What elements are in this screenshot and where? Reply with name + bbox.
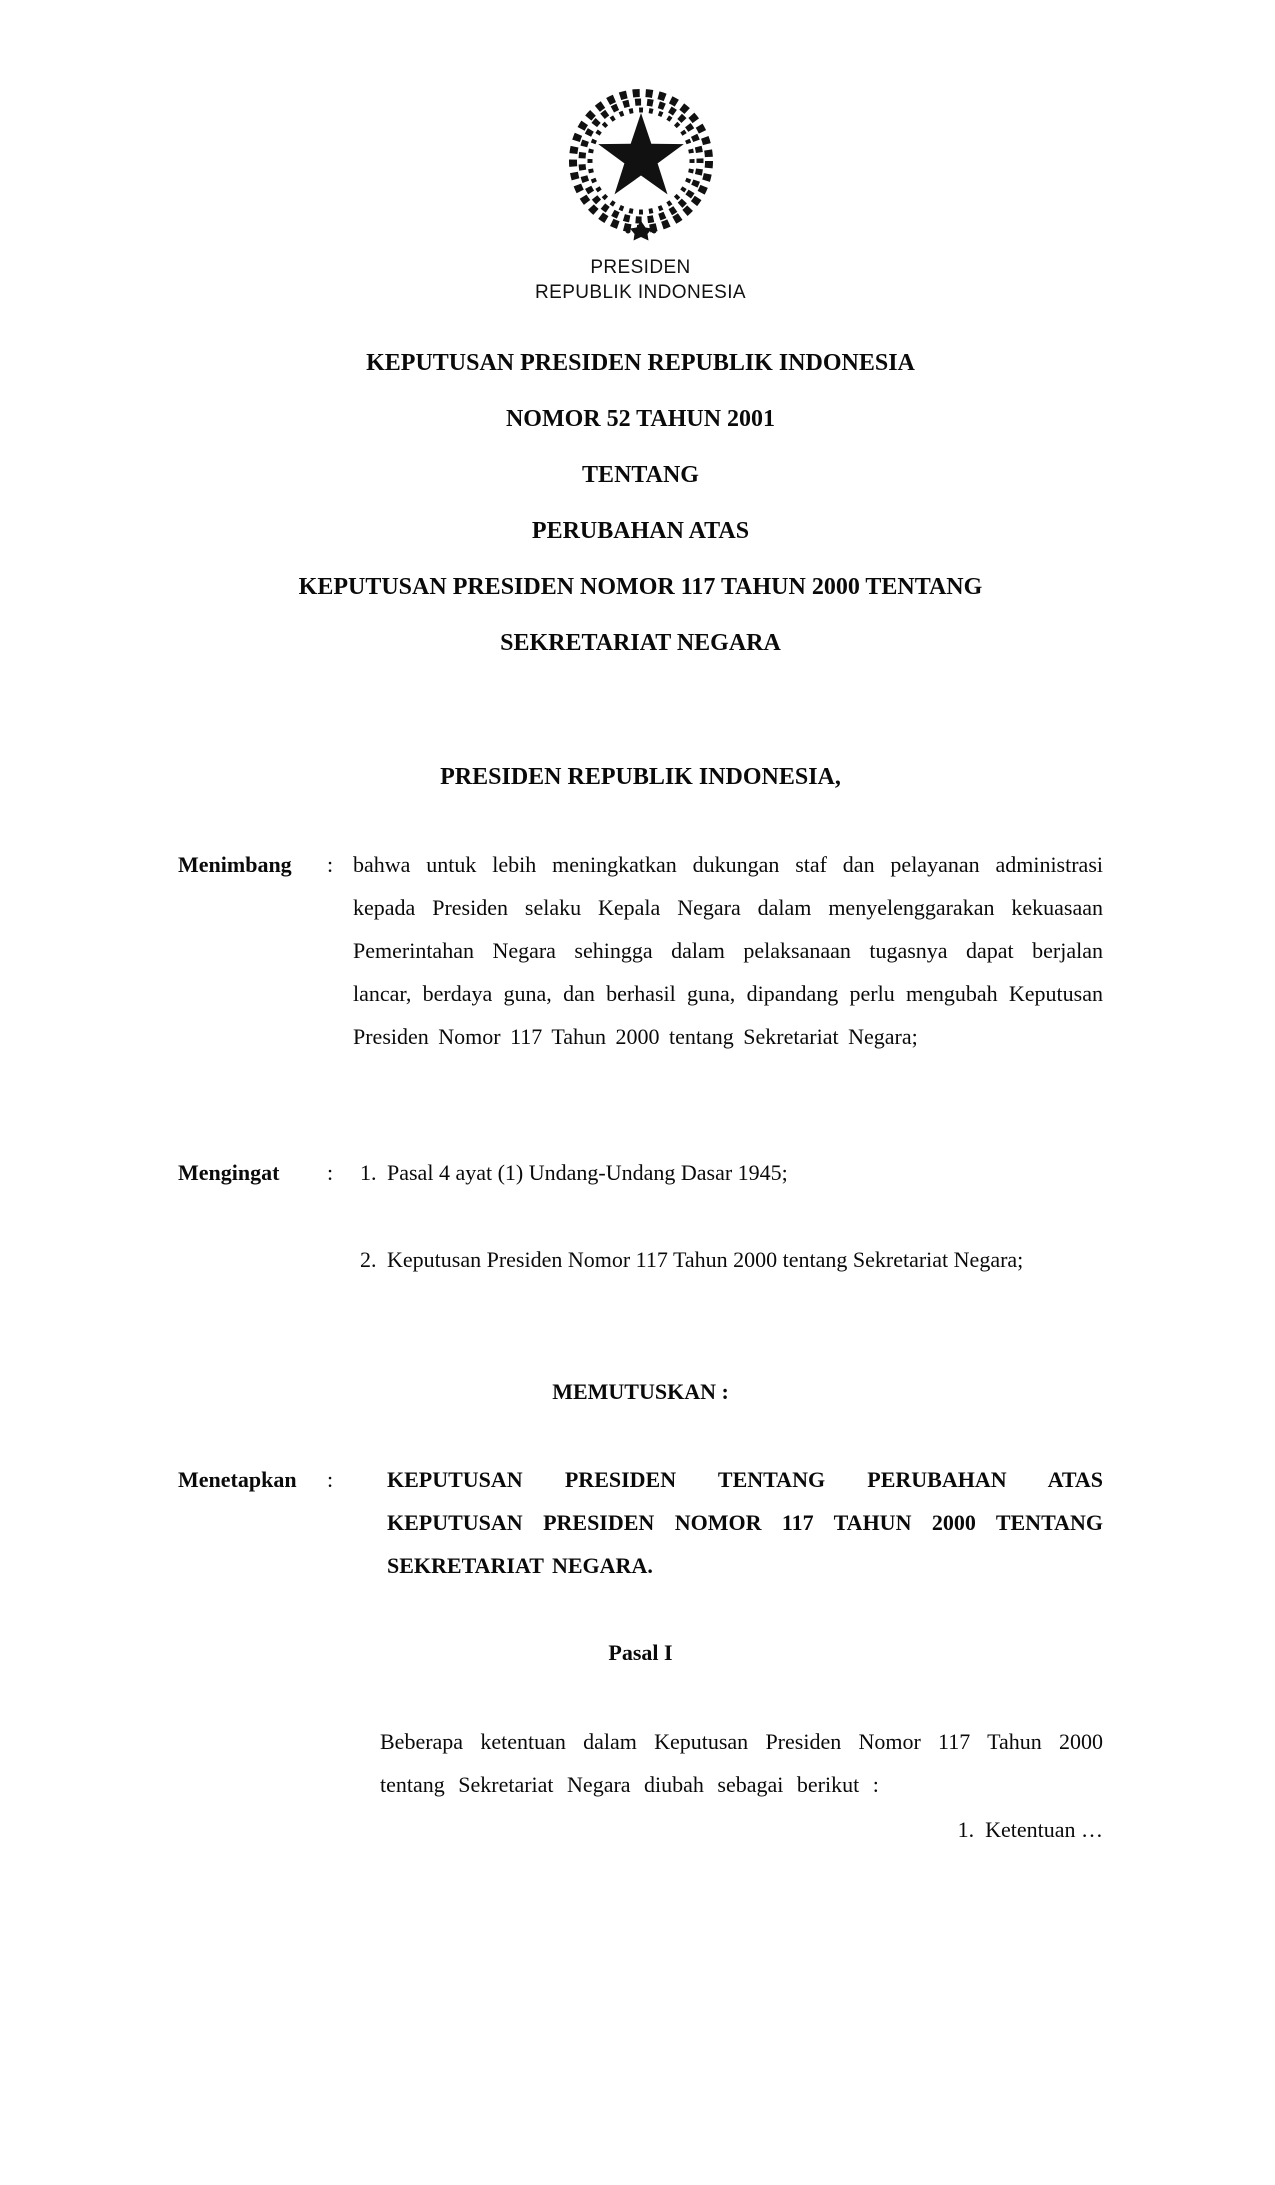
recalling-colon: : [327,1160,334,1185]
recalling-item-1 [353,1151,1103,1194]
page-catchword: 1. Ketentuan … [957,1817,1103,1842]
recalling-list [353,1151,1103,1281]
enacting-text: KEPUTUSAN PRESIDEN TENTANG PERUBAHAN ATAS KEPUTUSAN PRESIDEN NOMOR 117 TAHUN 2000 TENTANG SEKRETARIAT NEGARA. [387,1467,1103,1578]
decree-title-block [178,351,1103,655]
recalling-item-2-number: 2. [360,1247,377,1272]
title-line-6: SEKRETARIAT NEGARA [500,630,781,656]
opening-formula: PRESIDEN REPUBLIK INDONESIA, [440,764,841,790]
recalling-item-1-number: 1. [360,1160,377,1185]
letterhead-caption [178,255,1103,305]
considering-label: Menimbang [178,852,292,877]
title-line-4: PERUBAHAN ATAS [531,518,750,544]
title-line-1: KEPUTUSAN PRESIDEN REPUBLIK INDONESIA [366,350,915,376]
deciding-heading: MEMUTUSKAN : [552,1379,729,1404]
article-heading: Pasal I [608,1640,673,1665]
recalling-item-2 [353,1238,1103,1281]
title-line-5: KEPUTUSAN PRESIDEN NOMOR 117 TAHUN 2000 TENTANG [298,574,983,600]
enacting-label: Menetapkan [178,1467,297,1492]
title-line-2: NOMOR 52 TAHUN 2001 [505,406,776,432]
recalling-label: Mengingat [178,1160,280,1185]
title-line-3: TENTANG [582,462,699,488]
considering-text: bahwa untuk lebih meningkatkan dukungan staf dan pelayanan administrasi kepada Presiden selaku Kepala Negara dalam menyelenggarakan kekuasaan Pemerintahan Negara sehingga dalam pelaksanaan tugasnya dapat berjalan lancar, berdaya guna, dan berhasil guna, dipandang perlu mengubah Keputusan Presiden Nomor 117 Tahun 2000 tentang Sekretariat Negara; [353,852,1103,1049]
letterhead-presiden: PRESIDEN [590,257,691,278]
enacting-colon: : [327,1467,334,1492]
article-paragraph: Beberapa ketentuan dalam Keputusan Presiden Nomor 117 Tahun 2000 tentang Sekretariat Negara diubah sebagai berikut : [380,1729,1103,1797]
recalling-clause [178,1151,1103,1281]
considering-colon: : [327,852,334,877]
recalling-item-1-text: Pasal 4 ayat (1) Undang-Undang Dasar 1945; [387,1160,788,1185]
letterhead-republik-indonesia: REPUBLIK INDONESIA [535,282,746,303]
considering-clause [178,843,1103,1058]
star-laurel-wreath-emblem-icon [556,85,726,243]
recalling-item-2-text: Keputusan Presiden Nomor 117 Tahun 2000 tentang Sekretariat Negara; [387,1247,1024,1272]
decree-document-page [0,85,1275,2185]
enacting-clause [178,1458,1103,1587]
